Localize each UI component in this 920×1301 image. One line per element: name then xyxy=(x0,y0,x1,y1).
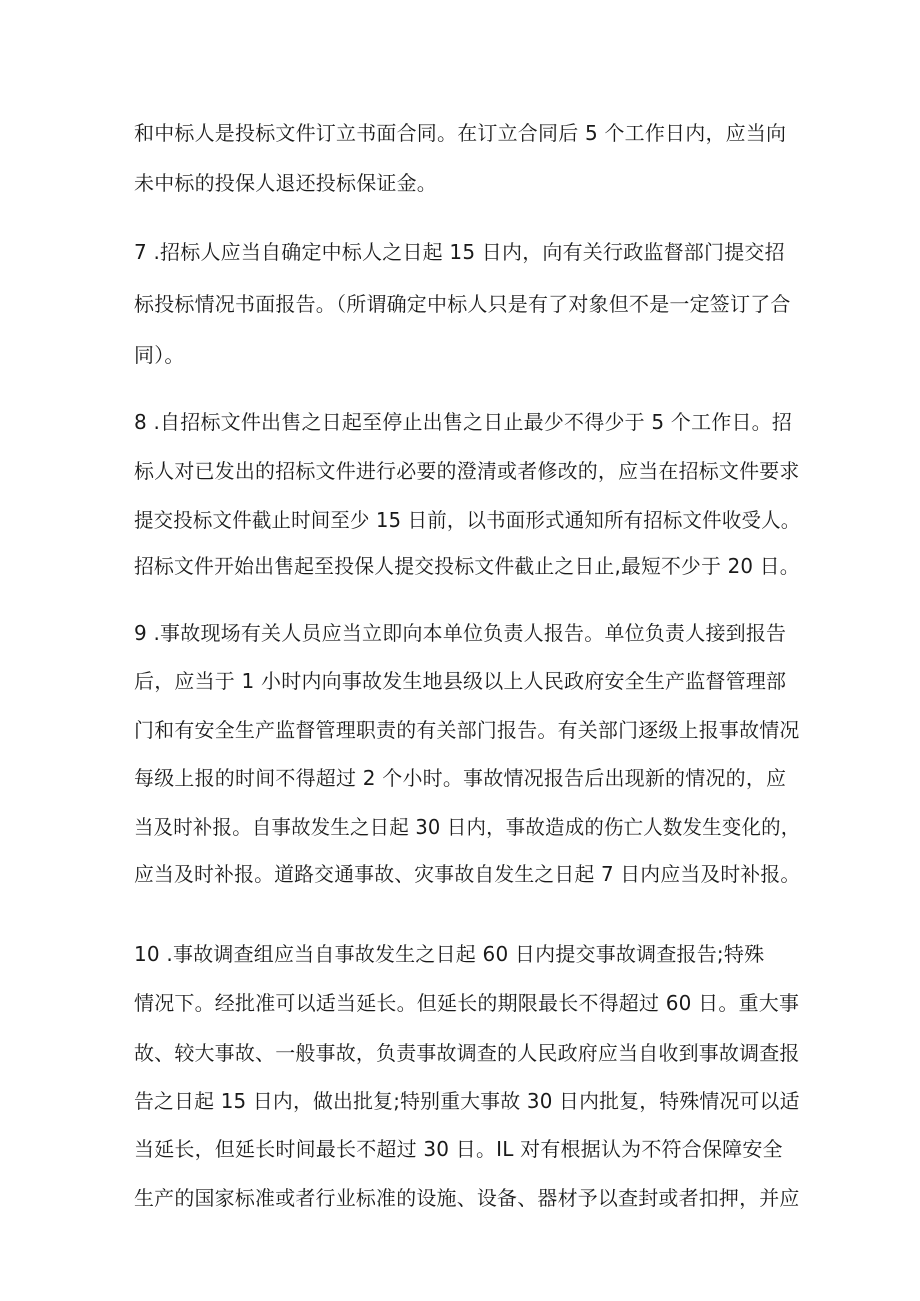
item-10-line: 告之日起 15 日内，做出批复;特别重大事故 30 日内批复，特殊情况可以适 xyxy=(134,1089,800,1113)
item-9-line: 应当及时补报。道路交通事故、灾事故自发生之日起 7 日内应当及时补报。 xyxy=(134,862,801,886)
item-10-line: 情况下。经批准可以适当延长。但延长的期限最长不得超过 60 日。重大事 xyxy=(134,991,800,1015)
item-7-line: 标投标情况书面报告。（所谓确定中标人只是有了对象但不是一定签订了合 xyxy=(134,292,791,316)
item-9-line: 每级上报的时间不得超过 2 个小时。事故情况报告后出现新的情况的，应 xyxy=(134,766,787,790)
item-10-line: 当延长，但延长时间最长不超过 30 日。IL 对有根据认为不符合保障安全 xyxy=(134,1137,783,1161)
item-10-line: 故、较大事故、一般事故，负责事故调查的人民政府应当自收到事故调查报 xyxy=(134,1041,800,1065)
item-7-line: 同）。 xyxy=(134,343,185,367)
item-10-line: 10 .事故调查组应当自事故发生之日起 60 日内提交事故调查报告;特殊 xyxy=(134,942,765,966)
item-8-line: 提交投标文件截止时间至少 15 日前，以书面形式通知所有招标文件收受人。 xyxy=(134,508,801,532)
item-10-line: 生产的国家标准或者行业标准的设施、设备、器材予以查封或者扣押，并应 xyxy=(134,1186,800,1210)
item-7-line: 7 .招标人应当自确定中标人之日起 15 日内，向有关行政监督部门提交招 xyxy=(134,240,785,264)
item-8-line: 8 .自招标文件出售之日起至停止出售之日止最少不得少于 5 个工作日。招 xyxy=(134,410,793,434)
item-9-line: 9 .事故现场有关人员应当立即向本单位负责人报告。单位负责人接到报告 xyxy=(134,621,787,645)
item-8-line: 标人对已发出的招标文件进行必要的澄清或者修改的，应当在招标文件要求 xyxy=(134,459,800,483)
item-9-line: 当及时补报。自事故发生之日起 30 日内，事故造成的伤亡人数发生变化的， xyxy=(134,815,801,839)
text-line: 未中标的投保人退还投标保证金。 xyxy=(134,171,437,195)
text-line: 和中标人是投标文件订立书面合同。在订立合同后 5 个工作日内，应当向 xyxy=(134,121,787,145)
item-9-line: 门和有安全生产监督管理职责的有关部门报告。有关部门逐级上报事故情况 xyxy=(134,718,800,742)
item-8-line: 招标文件开始出售起至投保人提交投标文件截止之日止,最短不少于 20 日。 xyxy=(134,554,800,578)
item-9-line: 后，应当于 1 小时内向事故发生地县级以上人民政府安全生产监督管理部 xyxy=(134,669,787,693)
